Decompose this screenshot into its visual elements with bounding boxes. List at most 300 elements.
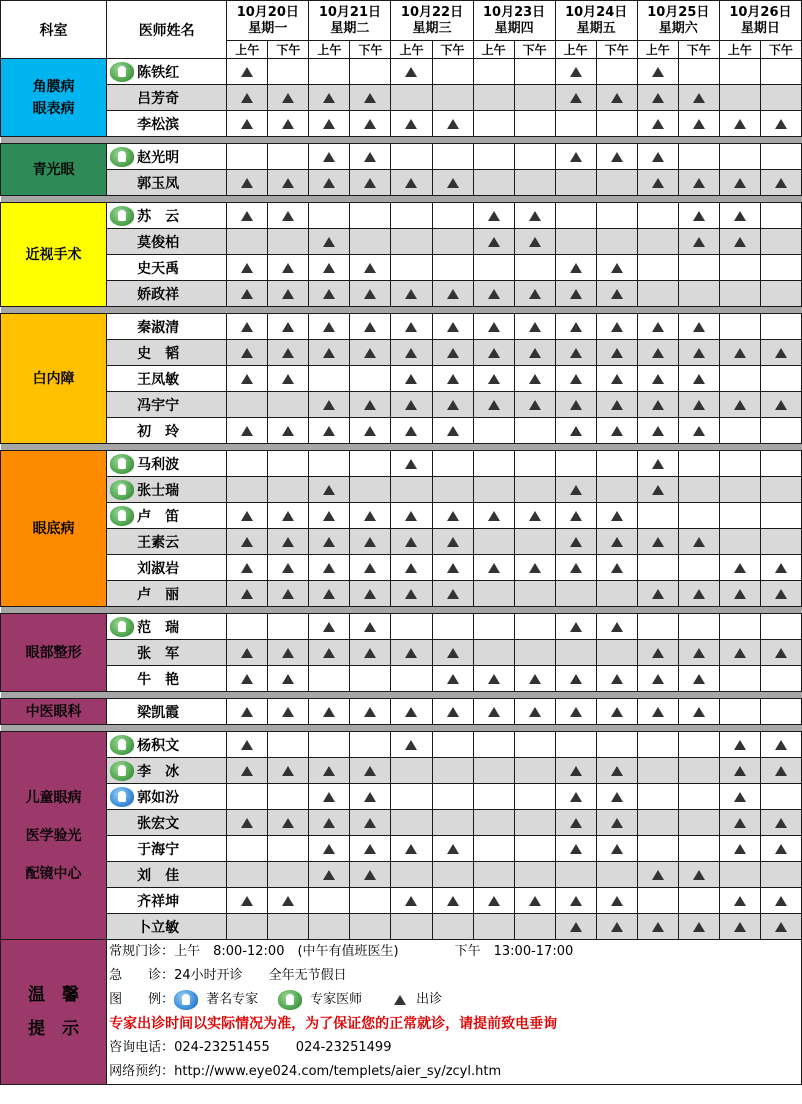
doctor-name: 王素云 — [137, 534, 180, 551]
schedule-slot — [268, 144, 309, 170]
schedule-slot — [596, 85, 637, 111]
clinic-triangle-icon — [323, 792, 335, 802]
doctor-cell — [107, 503, 227, 529]
clinic-triangle-icon — [693, 211, 705, 221]
schedule-slot — [514, 281, 555, 307]
table-row — [1, 451, 802, 477]
clinic-triangle-icon — [364, 792, 376, 802]
clinic-triangle-icon — [282, 374, 294, 384]
schedule-slot — [596, 281, 637, 307]
table-row — [1, 477, 802, 503]
schedule-slot — [309, 888, 350, 914]
dept-cell — [1, 203, 107, 307]
schedule-slot — [596, 314, 637, 340]
doctor-cell — [107, 784, 227, 810]
doctor-name: 李 冰 — [137, 763, 180, 780]
clinic-triangle-icon — [241, 263, 253, 273]
clinic-triangle-icon — [611, 93, 623, 103]
schedule-slot — [227, 614, 268, 640]
schedule-slot — [309, 281, 350, 307]
clinic-triangle-icon — [323, 844, 335, 854]
schedule-slot — [760, 203, 801, 229]
schedule-slot — [596, 203, 637, 229]
schedule-slot — [514, 392, 555, 418]
notes-section — [1, 940, 802, 1085]
clinic-triangle-icon — [241, 322, 253, 332]
clinic-triangle-icon — [570, 152, 582, 162]
doctor-cell — [107, 144, 227, 170]
clinic-triangle-icon — [323, 766, 335, 776]
clinic-triangle-icon — [282, 263, 294, 273]
clinic-triangle-icon — [570, 844, 582, 854]
table-row — [1, 640, 802, 666]
schedule-slot — [473, 810, 514, 836]
clinic-triangle-icon — [405, 348, 417, 358]
clinic-triangle-icon — [652, 459, 664, 469]
dept-name-line: 青光眼 — [32, 161, 75, 178]
schedule-slot — [309, 836, 350, 862]
clinic-triangle-icon — [488, 211, 500, 221]
table-row — [1, 418, 802, 444]
clinic-triangle-icon — [405, 707, 417, 717]
table-row — [1, 314, 802, 340]
table-row — [1, 144, 802, 170]
dept-cell — [1, 614, 107, 692]
legend — [107, 988, 801, 1012]
clinic-triangle-icon — [241, 674, 253, 684]
schedule-slot — [350, 888, 391, 914]
clinic-triangle-icon — [405, 400, 417, 410]
schedule-slot — [227, 111, 268, 137]
clinic-triangle-icon — [323, 511, 335, 521]
schedule-slot — [678, 366, 719, 392]
clinic-triangle-icon — [282, 178, 294, 188]
clinic-triangle-icon — [611, 844, 623, 854]
doctor-name: 秦淑清 — [137, 319, 180, 336]
clinic-triangle-icon — [570, 707, 582, 717]
day-header — [391, 1, 473, 41]
schedule-slot — [350, 170, 391, 196]
clinic-triangle-icon — [323, 178, 335, 188]
doctor-cell — [107, 111, 227, 137]
schedule-slot — [637, 229, 678, 255]
doctor-name: 郭如汾 — [137, 789, 180, 806]
schedule-slot — [514, 85, 555, 111]
doctor-name: 赵光明 — [137, 149, 180, 166]
expert-doctor-icon — [110, 147, 134, 167]
clinic-triangle-icon — [241, 766, 253, 776]
clinic-triangle-icon — [693, 537, 705, 547]
schedule-slot — [596, 255, 637, 281]
clinic-triangle-icon — [652, 922, 664, 932]
schedule-slot — [719, 914, 760, 940]
schedule-slot — [227, 85, 268, 111]
schedule-slot — [596, 732, 637, 758]
clinic-triangle-icon — [405, 178, 417, 188]
table-row — [1, 699, 802, 725]
schedule-slot — [514, 529, 555, 555]
schedule-slot — [268, 366, 309, 392]
clinic-triangle-icon — [775, 348, 787, 358]
schedule-slot — [760, 888, 801, 914]
schedule-slot — [719, 888, 760, 914]
schedule-slot — [473, 59, 514, 85]
doctor-name: 杨积文 — [137, 737, 180, 754]
dept-cell — [1, 451, 107, 607]
schedule-slot — [637, 59, 678, 85]
schedule-slot — [432, 614, 473, 640]
clinic-triangle-icon — [570, 563, 582, 573]
clinic-triangle-icon — [734, 348, 746, 358]
doctor-name: 马利波 — [137, 456, 180, 473]
schedule-slot — [719, 666, 760, 692]
schedule-slot — [678, 914, 719, 940]
table-row — [1, 392, 802, 418]
schedule-slot — [473, 666, 514, 692]
clinic-triangle-icon — [405, 511, 417, 521]
table-row — [1, 810, 802, 836]
schedule-slot — [227, 529, 268, 555]
schedule-slot — [637, 699, 678, 725]
table-row — [1, 170, 802, 196]
schedule-slot — [309, 732, 350, 758]
schedule-slot — [350, 477, 391, 503]
schedule-slot — [391, 503, 432, 529]
schedule-slot — [555, 836, 596, 862]
schedule-slot — [596, 229, 637, 255]
schedule-slot — [719, 640, 760, 666]
clinic-triangle-icon — [652, 152, 664, 162]
schedule-slot — [309, 529, 350, 555]
clinic-triangle-icon — [447, 178, 459, 188]
schedule-slot — [555, 255, 596, 281]
clinic-triangle-icon — [693, 674, 705, 684]
schedule-slot — [760, 640, 801, 666]
clinic-triangle-icon — [570, 818, 582, 828]
clinic-triangle-icon — [282, 426, 294, 436]
doctor-name: 张宏文 — [137, 815, 180, 832]
clinic-triangle-icon — [693, 648, 705, 658]
schedule-slot — [514, 229, 555, 255]
schedule-slot — [391, 170, 432, 196]
clinic-triangle-icon — [447, 322, 459, 332]
doctor-cell — [107, 640, 227, 666]
schedule-slot — [350, 784, 391, 810]
doctor-cell — [107, 732, 227, 758]
clinic-triangle-icon — [734, 119, 746, 129]
doctor-cell — [107, 314, 227, 340]
schedule-slot — [309, 314, 350, 340]
clinic-triangle-icon — [488, 511, 500, 521]
clinic-triangle-icon — [611, 766, 623, 776]
schedule-slot — [555, 170, 596, 196]
schedule-slot — [268, 281, 309, 307]
clinic-triangle-icon — [693, 119, 705, 129]
dept-separator — [1, 725, 802, 732]
clinic-triangle-icon — [775, 740, 787, 750]
schedule-slot — [432, 862, 473, 888]
day-date: 10月22日 — [400, 4, 464, 20]
schedule-slot — [637, 281, 678, 307]
schedule-slot — [760, 503, 801, 529]
clinic-triangle-icon — [570, 348, 582, 358]
clinic-triangle-icon — [652, 870, 664, 880]
doctor-cell — [107, 555, 227, 581]
schedule-slot — [555, 229, 596, 255]
schedule-slot — [760, 366, 801, 392]
schedule-slot — [391, 758, 432, 784]
schedule-slot — [309, 758, 350, 784]
schedule-slot — [514, 59, 555, 85]
clinic-triangle-icon — [570, 766, 582, 776]
clinic-triangle-icon — [734, 740, 746, 750]
clinic-triangle-icon — [394, 995, 406, 1005]
doctor-name: 王凤敏 — [137, 371, 180, 388]
doctor-name: 初 玲 — [137, 423, 180, 440]
schedule-slot — [637, 503, 678, 529]
clinic-triangle-icon — [447, 589, 459, 599]
schedule-slot — [432, 836, 473, 862]
expert-doctor-icon — [110, 506, 134, 526]
schedule-slot — [350, 699, 391, 725]
schedule-slot — [719, 503, 760, 529]
clinic-triangle-icon — [775, 818, 787, 828]
schedule-slot — [391, 666, 432, 692]
schedule-slot — [391, 732, 432, 758]
schedule-slot — [596, 581, 637, 607]
day-weekday: 星期日 — [740, 20, 780, 36]
clinic-triangle-icon — [652, 707, 664, 717]
doctor-cell — [107, 59, 227, 85]
schedule-slot — [268, 170, 309, 196]
schedule-slot — [596, 888, 637, 914]
clinic-triangle-icon — [529, 563, 541, 573]
regular-hours — [107, 940, 801, 964]
schedule-slot — [678, 581, 719, 607]
schedule-slot — [309, 862, 350, 888]
schedule-slot — [268, 914, 309, 940]
schedule-slot — [555, 340, 596, 366]
pm-header: 下午 — [268, 41, 309, 59]
doctor-name: 李松滨 — [137, 116, 180, 133]
schedule-slot — [227, 836, 268, 862]
clinic-triangle-icon — [241, 426, 253, 436]
schedule-slot — [227, 144, 268, 170]
table-row — [1, 503, 802, 529]
clinic-triangle-icon — [611, 374, 623, 384]
schedule-slot — [596, 699, 637, 725]
schedule-slot — [391, 144, 432, 170]
dept-name-line: 白内障 — [32, 370, 75, 387]
doctor-cell — [107, 614, 227, 640]
schedule-body — [1, 59, 802, 940]
clinic-triangle-icon — [611, 263, 623, 273]
schedule-slot — [637, 732, 678, 758]
schedule-slot — [391, 203, 432, 229]
schedule-slot — [391, 314, 432, 340]
schedule-slot — [432, 477, 473, 503]
clinic-triangle-icon — [693, 922, 705, 932]
schedule-slot — [227, 810, 268, 836]
schedule-slot — [760, 229, 801, 255]
schedule-slot — [719, 555, 760, 581]
clinic-triangle-icon — [364, 766, 376, 776]
schedule-slot — [760, 85, 801, 111]
clinic-triangle-icon — [734, 589, 746, 599]
clinic-triangle-icon — [529, 896, 541, 906]
clinic-triangle-icon — [734, 922, 746, 932]
schedule-slot — [637, 836, 678, 862]
schedule-slot — [719, 614, 760, 640]
clinic-triangle-icon — [447, 844, 459, 854]
schedule-slot — [514, 111, 555, 137]
clinic-triangle-icon — [241, 67, 253, 77]
schedule-slot — [760, 732, 801, 758]
clinic-triangle-icon — [652, 322, 664, 332]
schedule-slot — [309, 340, 350, 366]
day-date: 10月21日 — [318, 4, 381, 20]
schedule-slot — [432, 451, 473, 477]
schedule-slot — [432, 281, 473, 307]
schedule-slot — [514, 418, 555, 444]
schedule-slot — [268, 255, 309, 281]
day-weekday: 星期三 — [412, 20, 452, 36]
clinic-triangle-icon — [693, 707, 705, 717]
dept-cell — [1, 314, 107, 444]
schedule-slot — [596, 144, 637, 170]
schedule-slot — [227, 451, 268, 477]
clinic-triangle-icon — [282, 648, 294, 658]
clinic-triangle-icon — [775, 178, 787, 188]
schedule-slot — [473, 758, 514, 784]
clinic-triangle-icon — [488, 896, 500, 906]
clinic-triangle-icon — [570, 622, 582, 632]
dept-cell — [1, 699, 107, 725]
schedule-slot — [473, 281, 514, 307]
schedule-slot — [268, 59, 309, 85]
schedule-slot — [760, 614, 801, 640]
schedule-slot — [350, 366, 391, 392]
schedule-slot — [227, 340, 268, 366]
schedule-slot — [637, 640, 678, 666]
schedule-slot — [473, 477, 514, 503]
clinic-triangle-icon — [775, 766, 787, 776]
schedule-slot — [678, 477, 719, 503]
schedule-slot — [227, 503, 268, 529]
schedule-slot — [596, 836, 637, 862]
schedule-slot — [514, 784, 555, 810]
dept-name-line: 角膜病 — [32, 78, 75, 95]
expert-doctor-icon — [110, 454, 134, 474]
schedule-slot — [678, 614, 719, 640]
schedule-slot — [268, 314, 309, 340]
dept-separator — [1, 137, 802, 144]
clinic-triangle-icon — [652, 93, 664, 103]
clinic-triangle-icon — [488, 674, 500, 684]
schedule-slot — [719, 229, 760, 255]
schedule-slot — [432, 340, 473, 366]
day-weekday: 星期五 — [576, 20, 616, 36]
schedule-slot — [514, 203, 555, 229]
schedule-slot — [350, 255, 391, 281]
schedule-slot — [760, 255, 801, 281]
schedule-slot — [268, 392, 309, 418]
schedule-slot — [514, 451, 555, 477]
emergency-hours: 急 诊：24小时开诊 全年无节假日 — [109, 968, 347, 983]
schedule-slot — [678, 666, 719, 692]
schedule-slot — [350, 666, 391, 692]
clinic-triangle-icon — [488, 400, 500, 410]
table-row — [1, 555, 802, 581]
dept-name-line: 医学验光 — [25, 827, 82, 844]
clinic-triangle-icon — [652, 674, 664, 684]
schedule-slot — [391, 581, 432, 607]
day-header — [227, 1, 309, 41]
day-header — [555, 1, 637, 41]
schedule-slot — [268, 614, 309, 640]
clinic-triangle-icon — [405, 740, 417, 750]
expert-doctor-icon — [110, 480, 134, 500]
schedule-slot — [350, 914, 391, 940]
schedule-slot — [719, 366, 760, 392]
doctor-cell — [107, 666, 227, 692]
schedule-slot — [637, 314, 678, 340]
table-row — [1, 366, 802, 392]
schedule-slot — [719, 255, 760, 281]
clinic-triangle-icon — [282, 211, 294, 221]
clinic-triangle-icon — [488, 374, 500, 384]
clinic-triangle-icon — [611, 818, 623, 828]
clinic-triangle-icon — [693, 374, 705, 384]
schedule-slot — [514, 666, 555, 692]
clinic-triangle-icon — [775, 589, 787, 599]
clinic-triangle-icon — [405, 648, 417, 658]
schedule-slot — [514, 758, 555, 784]
schedule-slot — [555, 914, 596, 940]
schedule-slot — [350, 503, 391, 529]
schedule-slot — [760, 529, 801, 555]
clinic-triangle-icon — [693, 178, 705, 188]
doctor-cell — [107, 699, 227, 725]
schedule-slot — [678, 699, 719, 725]
clinic-triangle-icon — [447, 348, 459, 358]
clinic-triangle-icon — [570, 896, 582, 906]
schedule-slot — [514, 170, 555, 196]
schedule-slot — [555, 503, 596, 529]
header-row — [1, 1, 802, 41]
clinic-triangle-icon — [611, 511, 623, 521]
schedule-slot — [637, 758, 678, 784]
expert-doctor-icon — [110, 617, 134, 637]
clinic-triangle-icon — [323, 648, 335, 658]
schedule-slot — [678, 451, 719, 477]
schedule-slot — [596, 392, 637, 418]
schedule-slot — [268, 229, 309, 255]
schedule-slot — [514, 732, 555, 758]
schedule-slot — [719, 170, 760, 196]
clinic-triangle-icon — [570, 537, 582, 547]
schedule-slot — [678, 758, 719, 784]
schedule-slot — [268, 888, 309, 914]
clinic-triangle-icon — [570, 93, 582, 103]
clinic-triangle-icon — [652, 67, 664, 77]
clinic-triangle-icon — [282, 93, 294, 103]
clinic-triangle-icon — [734, 400, 746, 410]
table-row — [1, 281, 802, 307]
schedule-slot — [432, 203, 473, 229]
schedule-slot — [309, 555, 350, 581]
clinic-triangle-icon — [775, 119, 787, 129]
